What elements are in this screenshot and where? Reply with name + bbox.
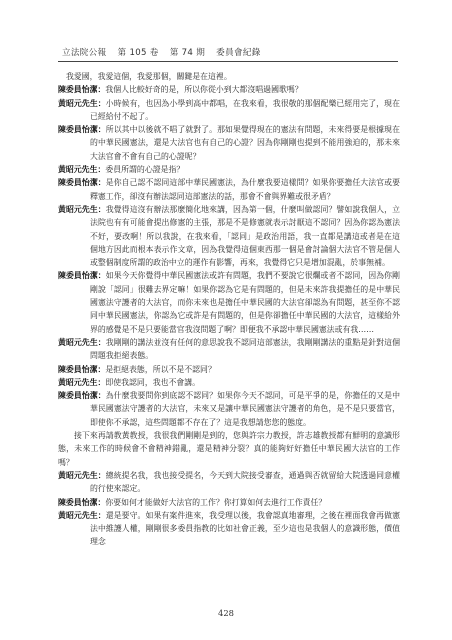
paragraph-text: 還是要守。如果有案件進來，我受理以後，我會認真地審理，之後在裡面我會再做憲法中維護人權，剛剛很多委員指教的比如社會正義，至少這也是我個人的意識形態，價值理念 xyxy=(90,510,400,547)
transcript-paragraph xyxy=(58,70,400,83)
speaker-label: 黃昭元先生： xyxy=(58,204,106,214)
paragraph-text: 我覺得這沒有辦法那麼簡化地來講，因為第一個，什麼叫做認同？譬如說我個人，立法院也有有可能會提出修憲的主張，那是不是修憲就表示討厭這不認同？因為你認為憲法不好，要改啊！所以我說，在我來看，「認同」是政治用語，我一直都是講這或者是在這個地方因此而根本表示作文章，因為我覺得這個東西那一個是會討論個大法官不管是個人或整個制度所謂的政治中立的運作有影響，再來，我覺得它只是增加混亂，於事無補。 xyxy=(90,204,400,268)
paragraph-text: 如果今天你覺得中華民國憲法或許有問題，我們不要說它很爛或者不認同，因為你剛剛說「認同」很難去界定嘛！如果你認為它是有問題的，但是未來許我提擔任的是中華民國憲法守護者的大法官，而你未來也是擔任中華民國的大法官卻認為有問題，甚至你不認同中華民國憲法，你認為它或許是有問題的，但是你卻擔任中華民國的大法官，這樣給外界的感覺是不是只要能當官我沒問題了啊？即便我不承認中華民國憲法或有我…… xyxy=(90,271,400,334)
transcript-paragraph xyxy=(58,97,400,124)
paragraph-text: 委員所謂的心證是指？ xyxy=(105,165,185,175)
transcript-paragraph xyxy=(58,83,400,96)
speaker-label: 陳委員怡潔： xyxy=(58,271,106,281)
paragraph-text: 總統提名我，我也接受提名，今天到大院接受審查，通過與否就留給大院透過同意權的行使來認定。 xyxy=(90,470,400,494)
speaker-label: 陳委員怡潔： xyxy=(58,364,106,374)
page-number: 428 xyxy=(218,608,234,618)
transcript-body xyxy=(58,70,400,549)
transcript-paragraph xyxy=(58,176,400,203)
paragraph-text: 小時候有，也因為小學到高中都唱，在我來看，我很敬的那個配樂已經用完了，現在已經給付不起了。 xyxy=(90,98,400,121)
paragraph-text: 我個人比較好奇的是，所以你從小到大都沒唱過國歌嗎？ xyxy=(105,85,303,95)
paragraph-text: 是拒絕表態，所以不是不認同？ xyxy=(105,364,216,374)
transcript-paragraph xyxy=(58,429,400,469)
speaker-label: 黃昭元先生： xyxy=(58,98,106,108)
speaker-label: 黃昭元先生： xyxy=(58,377,106,387)
speaker-label: 陳委員怡潔： xyxy=(58,497,106,507)
header-rule xyxy=(58,61,398,62)
transcript-paragraph xyxy=(58,163,400,176)
paragraph-text: 為什麼我要問你到底認不認同？如果你今天不認同，可是平爭的是，你擔任的又是中華民國憲法守護者的大法官，未來又是讓中華民國憲法守護者的角色，是不是只要當官，即使你不承認，這些問題都不存在了？這是我想請您您的態度。 xyxy=(90,391,400,427)
transcript-paragraph xyxy=(58,496,400,509)
speaker-label: 陳委員怡潔： xyxy=(58,178,106,188)
issue-label: 第 74 期 xyxy=(169,48,206,58)
journal-title: 立法院公報 xyxy=(62,48,107,58)
speaker-label: 黃昭元先生： xyxy=(58,510,106,520)
paragraph-text: 我愛國，我愛這個，我愛那個，關鍵是在這裡。 xyxy=(66,72,232,81)
running-header xyxy=(62,46,269,58)
paragraph-text: 你要如何才能做好大法官的工作？你打算如何去進行工作責任？ xyxy=(105,497,327,507)
transcript-paragraph xyxy=(58,469,400,496)
transcript-paragraph xyxy=(58,363,400,376)
paragraph-text: 我剛剛的講法並沒有任何的意思說我不認同這部憲法，我剛剛講法的重點是針對這個問題我拒絕表態。 xyxy=(90,337,400,361)
transcript-paragraph xyxy=(58,123,400,163)
section-label: 委員會紀錄 xyxy=(216,48,261,58)
paragraph-text: 所以其中以後就不唱了就對了。那如果覺得現在的憲法有問題，未來得要是根據現在的中華民國憲法，還是大法官也有自己的心證？因為你剛剛也提到不能用強迫的，那未來大法官會不會有自己的心證呢？ xyxy=(90,125,400,161)
transcript-paragraph xyxy=(58,376,400,389)
speaker-label: 陳委員怡潔： xyxy=(58,85,106,95)
speaker-label: 黃昭元先生： xyxy=(58,165,106,175)
transcript-paragraph xyxy=(58,269,400,335)
transcript-paragraph xyxy=(58,389,400,429)
transcript-paragraph xyxy=(58,336,400,363)
paragraph-text: 是你自己認不認同這部中華民國憲法，為什麼我要這樣問？如果你要擔任大法官或要釋憲工作，卻沒有辦法認同這部憲法的話，那會不會與界難或很矛盾？ xyxy=(90,178,400,201)
speaker-label: 黃昭元先生： xyxy=(58,337,106,347)
paragraph-text: 即使我認同，我也不會講。 xyxy=(105,377,201,387)
transcript-paragraph xyxy=(58,203,400,269)
paragraph-text: 接下來再請教黃教授，我很我們剛剛是到的，您與許宗力教授，許志雄教授都有鮮明的意識形態，未來工作的時候會不會精神錯亂，還是精神分裂？真的能夠好好擔任中華民國大法官的工作嗎？ xyxy=(58,431,400,467)
volume-label: 第 105 卷 xyxy=(117,48,159,58)
speaker-label: 陳委員怡潔： xyxy=(58,391,106,401)
speaker-label: 黃昭元先生： xyxy=(58,470,106,480)
speaker-label: 陳委員怡潔： xyxy=(58,125,106,135)
transcript-paragraph xyxy=(58,509,400,549)
